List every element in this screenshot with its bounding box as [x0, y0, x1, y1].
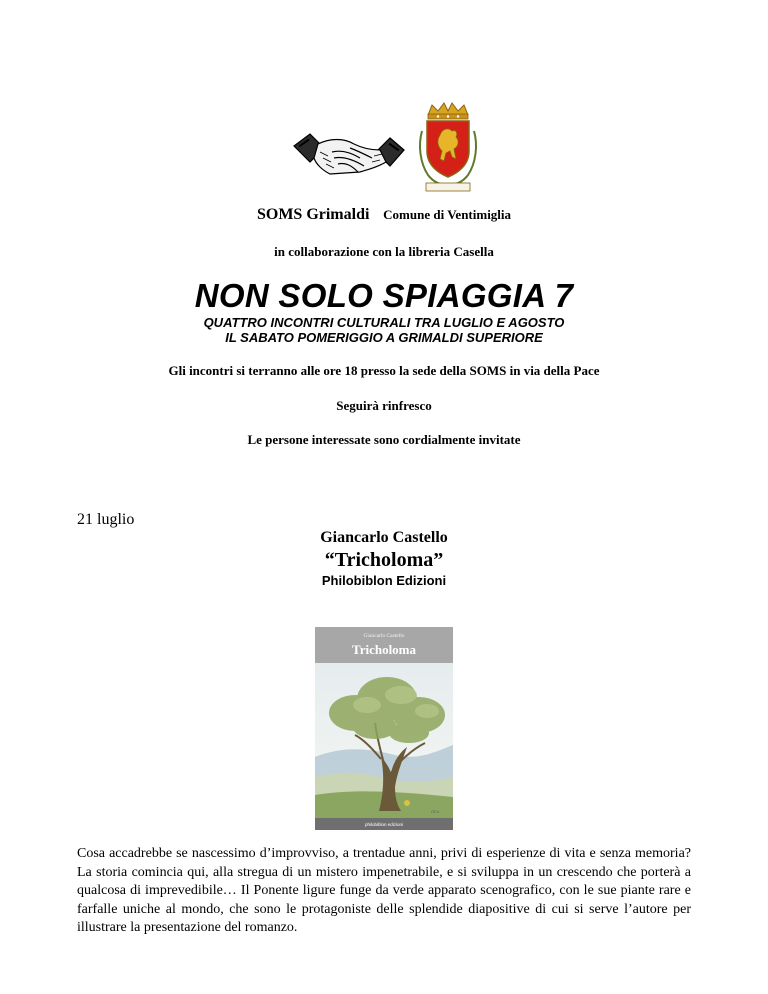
book-cover-image	[315, 627, 453, 830]
org-soms: SOMS Grimaldi	[256, 206, 370, 223]
org-comune: Comune di Ventimiglia	[383, 207, 512, 222]
coat-of-arms-icon	[414, 101, 482, 193]
event-subtitle-1: QUATTRO INCONTRI CULTURALI TRA LUGLIO E AGOSTO	[203, 315, 565, 330]
meeting-book-title: “Tricholoma”	[324, 549, 444, 571]
event-title: NON SOLO SPIAGGIA 7	[194, 277, 574, 314]
info-time-place: Gli incontri si terranno alle ore 18 presso la sede della SOMS in via della Pace	[168, 363, 600, 378]
info-refreshments: Seguirà rinfresco	[336, 398, 432, 413]
meeting-author: Giancarlo Castello	[320, 529, 448, 546]
info-invitation: Le persone interessate sono cordialmente invitate	[247, 432, 521, 447]
cover-author: Giancarlo Castello	[363, 633, 405, 639]
meeting-publisher: Philobiblon Edizioni	[321, 573, 447, 588]
cover-publisher: philobiblon edizioni	[364, 822, 404, 827]
event-subtitle-2: IL SABATO POMERIGGIO A GRIMALDI SUPERIORE	[225, 330, 543, 345]
cover-signature: GCa	[431, 809, 439, 814]
meeting-date: 21 luglio	[77, 511, 135, 528]
collaboration-line: in collaborazione con la libreria Casella	[274, 244, 494, 259]
organizers	[0, 206, 768, 224]
cover-title: Tricholoma	[351, 642, 417, 657]
handshake-icon	[290, 128, 408, 192]
book-description: Cosa accadrebbe se nascessimo d’improvviso, a trentadue anni, privi di esperienze di vita e senza memoria? La storia comincia qui, alla stregua di un mistero impenetrabile, e si sviluppa in un crescendo che porterà a qualcosa di imprevedibile… Il Ponente ligure funge da verde apparato scenografico, con le sue piante rare e farfalle uniche al mondo, che sono le protagoniste delle splendide diapositive di cui si serve l’autore per illustrare la presentazione del romanzo.	[77, 846, 691, 935]
